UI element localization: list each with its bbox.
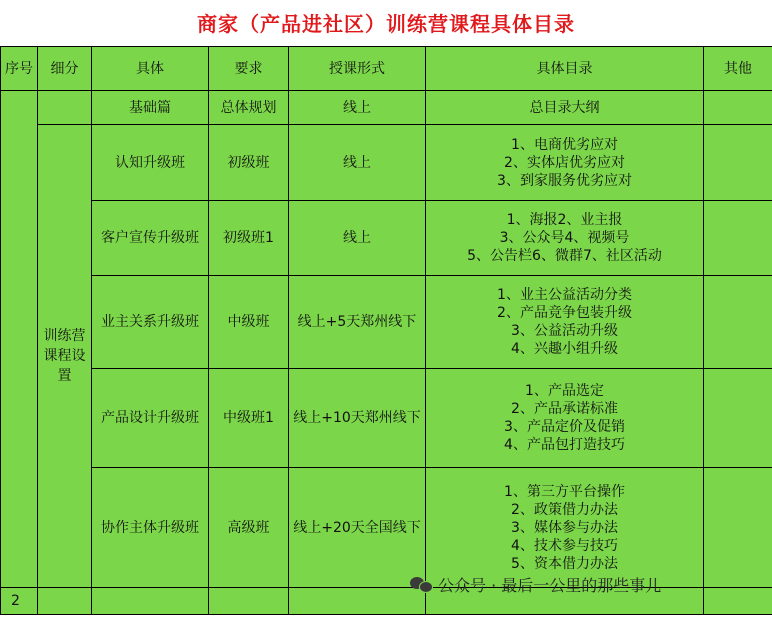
- catalog-line: 1、第三方平台操作: [504, 483, 625, 500]
- catalog-line: 1、产品选定: [525, 383, 604, 399]
- requirement-cell: 中级班: [209, 276, 289, 369]
- catalog-line: 2、产品承诺标准: [511, 401, 618, 417]
- catalog-cell: [426, 201, 704, 276]
- specific-cell: [92, 588, 209, 615]
- teaching-form-cell: [289, 588, 426, 615]
- other-cell: [704, 468, 772, 588]
- catalog-line: 3、媒体参与办法: [511, 519, 618, 536]
- seq-cell: [1, 91, 38, 588]
- header-catalog: 具体目录: [426, 47, 704, 91]
- catalog-line: 3、公益活动升级: [511, 323, 618, 339]
- header-subdivision: 细分: [38, 47, 92, 91]
- requirement-cell: [209, 588, 289, 615]
- header-requirement: 要求: [209, 47, 289, 91]
- teaching-form-cell: 线上: [289, 201, 426, 276]
- specific-cell: 产品设计升级班: [92, 369, 209, 468]
- table-row: [1, 369, 772, 468]
- wechat-icon: [410, 575, 432, 593]
- catalog-cell: [426, 125, 704, 201]
- requirement-cell: 总体规划: [209, 91, 289, 125]
- catalog-line: 1、海报2、业主报: [506, 212, 623, 228]
- specific-cell: 基础篇: [92, 91, 209, 125]
- teaching-form-cell: 线上: [289, 125, 426, 201]
- requirement-cell: 高级班: [209, 468, 289, 588]
- table-row: [1, 91, 772, 125]
- header-row: [1, 47, 772, 91]
- catalog-line: 4、产品包打造技巧: [504, 437, 625, 453]
- specific-cell: 业主关系升级班: [92, 276, 209, 369]
- catalog-line: 5、资本借力办法: [511, 555, 618, 572]
- subdivision-cell: 训练营课程设置: [38, 125, 92, 588]
- catalog-line: 1、业主公益活动分类: [497, 287, 632, 303]
- catalog-line: 3、到家服务优劣应对: [497, 172, 632, 189]
- other-cell: [704, 125, 772, 201]
- subdivision-cell-empty: [38, 588, 92, 615]
- table-row: [1, 468, 772, 588]
- other-cell: [704, 201, 772, 276]
- other-cell: [704, 369, 772, 468]
- catalog-cell: 总目录大纲: [426, 91, 704, 125]
- catalog-line: 3、公众号4、视频号: [499, 230, 630, 246]
- header-teaching-form: 授课形式: [289, 47, 426, 91]
- catalog-line: 2、产品竞争包装升级: [497, 305, 632, 321]
- seq-cell: 2: [1, 588, 38, 615]
- teaching-form-cell: 线上: [289, 91, 426, 125]
- table-row: [1, 276, 772, 369]
- teaching-form-cell: 线上+20天全国线下: [289, 468, 426, 588]
- page-title: 商家（产品进社区）训练营课程具体目录: [0, 0, 772, 44]
- catalog-line: 3、产品定价及促销: [504, 419, 625, 435]
- requirement-cell: 初级班: [209, 125, 289, 201]
- catalog-cell: [426, 276, 704, 369]
- other-cell: [704, 588, 772, 615]
- catalog-line: 4、兴趣小组升级: [511, 341, 618, 357]
- specific-cell: 客户宣传升级班: [92, 201, 209, 276]
- teaching-form-cell: 线上+10天郑州线下: [289, 369, 426, 468]
- subdivision-cell-empty: [38, 91, 92, 125]
- table-row: [1, 125, 772, 201]
- table-row: [1, 201, 772, 276]
- header-seq: 序号: [1, 47, 38, 91]
- catalog-cell: [426, 369, 704, 468]
- other-cell: [704, 276, 772, 369]
- teaching-form-cell: 线上+5天郑州线下: [289, 276, 426, 369]
- specific-cell: 协作主体升级班: [92, 468, 209, 588]
- catalog-line: 1、电商优劣应对: [511, 136, 618, 153]
- watermark: [410, 571, 661, 597]
- catalog-line: 4、技术参与技巧: [511, 537, 618, 554]
- catalog-cell: [426, 468, 704, 588]
- catalog-line: 5、公告栏6、微群7、社区活动: [467, 248, 662, 264]
- course-catalog-table: [0, 46, 772, 615]
- requirement-cell: 初级班1: [209, 201, 289, 276]
- specific-cell: 认知升级班: [92, 125, 209, 201]
- catalog-line: 2、实体店优劣应对: [504, 154, 625, 171]
- requirement-cell: 中级班1: [209, 369, 289, 468]
- watermark-text: 公众号 · 最后一公里的那些事儿: [438, 575, 662, 595]
- header-specific: 具体: [92, 47, 209, 91]
- other-cell: [704, 91, 772, 125]
- header-other: 其他: [704, 47, 772, 91]
- catalog-line: 2、政策借力办法: [511, 501, 618, 518]
